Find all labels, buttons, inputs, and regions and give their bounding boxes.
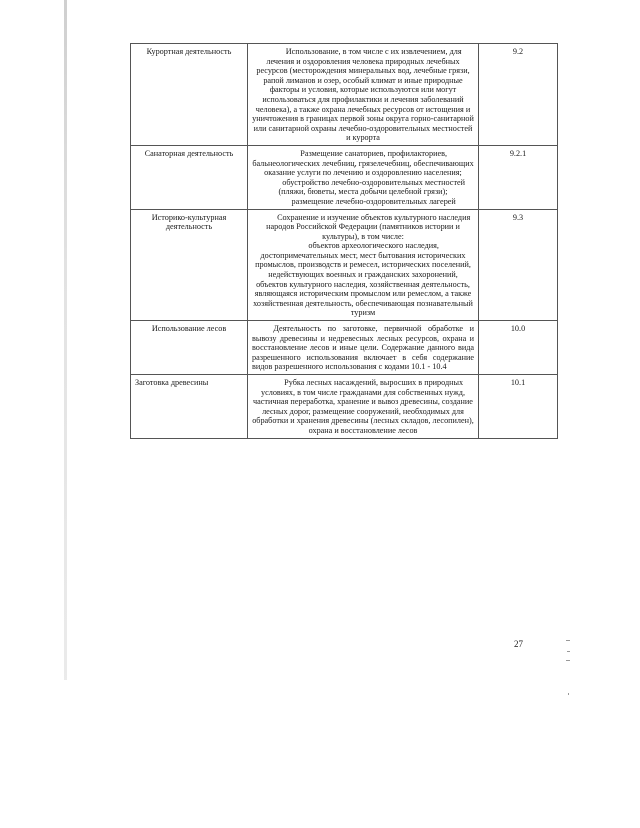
land-use-table: [130, 43, 558, 439]
margin-mark: [566, 640, 570, 641]
use-description-cell: [248, 44, 479, 146]
use-name-cell: Заготовка древесины: [131, 375, 248, 439]
use-description-cell: [248, 375, 479, 439]
description-paragraph: Сохранение и изучение объектов культурного наследия народов Российской Федерации (памятников истории и культуры), в том числе:: [266, 212, 471, 241]
use-name-cell: Курортная деятельность: [131, 44, 248, 146]
margin-mark: [568, 693, 569, 695]
use-code-cell: 10.0: [479, 321, 558, 375]
description-paragraph: Использование, в том числе с их извлечением, для лечения и оздоровления человека природных лечебных ресурсов (месторождения минеральных вод, лечебные грязи, рапой лиманов и озер, особый климат и иные природные факторы и условия, которые используются или могут использоваться для профилактики и лечения заболеваний человека), а также охрана лечебных ресурсов от истощения и уничтожения в границах первой зоны округа горно-санитарной или санитарной охраны лечебно-оздоровительных местностей и курорта: [252, 47, 474, 143]
description-paragraph: объектов археологического наследия, достопримечательных мест, мест бытования исторических промыслов, производств и ремесел, исторических поселений, недействующих военных и гражданских захоронений, объектов культурного наследия, хозяйственная деятельность, являющаяся историческим промыслом или ремеслом, а также хозяйственная деятельность, обеспечивающая познавательный туризм: [253, 241, 473, 318]
page-number: 27: [514, 639, 523, 649]
use-code-cell: 9.2: [479, 44, 558, 146]
use-code-cell: 10.1: [479, 375, 558, 439]
description-paragraph: Размещение санаториев, профилакториев, бальнеологических лечебниц, грязелечебниц, обеспечивающих оказание услуги по лечению и оздоровлению населения;: [252, 148, 474, 178]
use-code-cell: 9.2.1: [479, 145, 558, 209]
table-body: [131, 44, 558, 439]
margin-mark: [567, 651, 570, 652]
table-row: [131, 321, 558, 375]
margin-mark: [566, 660, 570, 661]
table-row: [131, 375, 558, 439]
description-paragraph: Деятельность по заготовке, первичной обработке и вывозу древесины и недревесных лесных ресурсов, охрана и восстановление лесов и иные цели. Содержание данного вида разрешенного использования включает в себя содержание видов разрешенного использования с кодами 10.1 - 10.4: [252, 324, 474, 372]
table-row: [131, 209, 558, 321]
use-description-cell: [248, 145, 479, 209]
use-name-cell: Санаторная деятельность: [131, 145, 248, 209]
scan-edge-shadow: [64, 0, 67, 680]
use-description-cell: [248, 321, 479, 375]
document-page: [130, 43, 530, 439]
table-row: [131, 145, 558, 209]
use-name-cell: Использование лесов: [131, 321, 248, 375]
description-paragraph: Рубка лесных насаждений, выросших в природных условиях, в том числе гражданами для собственных нужд, частичная переработка, хранение и вывоз древесины, создание лесных дорог, размещение сооружений, необходимых для обработки и хранения древесины (лесных складов, лесопилен), охрана и восстановление лесов: [252, 378, 474, 435]
use-name-cell: Историко-культурная деятельность: [131, 209, 248, 321]
description-paragraph: размещение лечебно-оздоровительных лагерей: [291, 196, 456, 206]
use-description-cell: [248, 209, 479, 321]
table-row: [131, 44, 558, 146]
use-code-cell: 9.3: [479, 209, 558, 321]
description-paragraph: обустройство лечебно-оздоровительных местностей (пляжи, бюветы, места добычи целебной грязи);: [278, 177, 466, 197]
